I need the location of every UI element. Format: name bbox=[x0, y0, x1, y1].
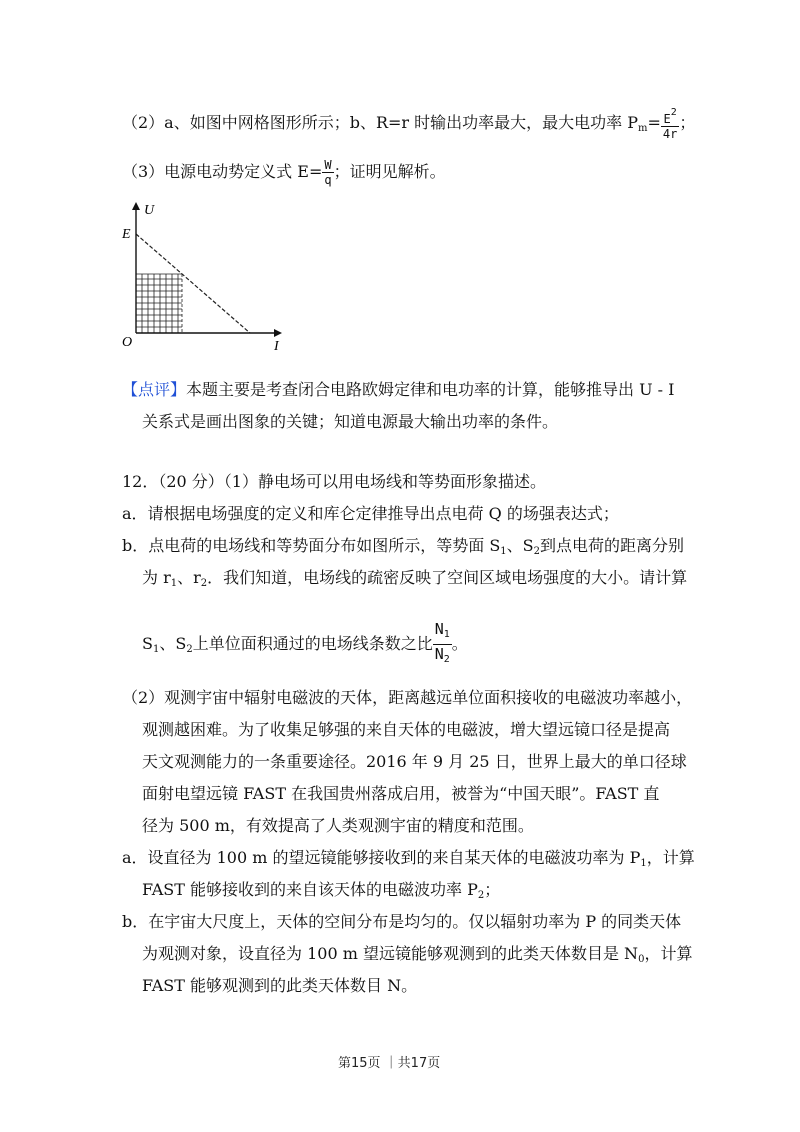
subscript: 1 bbox=[170, 578, 178, 589]
subscript: 2 bbox=[533, 546, 541, 557]
q12-part2-a-line1 bbox=[122, 848, 695, 874]
comment-text-2: 关系式是画出图象的关键；知道电源最大输出功率的条件。 bbox=[142, 412, 559, 431]
subscript: 1 bbox=[443, 629, 450, 640]
emf-denominator: q bbox=[324, 173, 332, 187]
subscript: 2 bbox=[443, 654, 450, 665]
q12-part2-line3: 天文观测能力的一条重要途径。2016 年 9 月 25 日，世界上最大的单口径球 bbox=[142, 752, 687, 771]
answer-part2 bbox=[122, 106, 695, 141]
q12-part1-a: a．请根据电场强度的定义和库仑定律推导出点电荷 Q 的场强表达式； bbox=[122, 504, 619, 523]
text-segment: 为观测对象，设直径为 100 m 望远镜能够观测到的此类天体数目是 N bbox=[142, 944, 639, 963]
emf-numerator: W bbox=[324, 158, 332, 172]
i-axis-arrow bbox=[274, 329, 282, 337]
q12-part2-line2: 观测越困难。为了收集足够强的来自天体的电磁波，增大望远镜口径是提高 bbox=[142, 720, 671, 739]
answer-part2-prefix: （2）a、如图中网格图形所示；b、R=r 时输出功率最大，最大电功率 P bbox=[122, 113, 639, 132]
text-segment: ，计算 bbox=[644, 944, 693, 963]
q12-part2-b-line1: b．在宇宙大尺度上，天体的空间分布是均匀的。仅以辐射功率为 P 的同类天体 bbox=[122, 912, 682, 931]
u-axis-arrow bbox=[132, 202, 140, 210]
subscript: 2 bbox=[200, 578, 208, 589]
text-segment: 、S bbox=[506, 536, 534, 555]
label-i: I bbox=[274, 339, 279, 354]
max-power-fraction bbox=[661, 106, 679, 141]
comment-tag: 【点评】 bbox=[122, 380, 187, 399]
max-power-denominator: 4r bbox=[662, 127, 678, 141]
answer-part3 bbox=[122, 158, 446, 187]
grid-region bbox=[136, 274, 182, 333]
subscript: 1 bbox=[640, 858, 647, 869]
text-segment: 为 r bbox=[142, 568, 171, 587]
max-power-exponent: 2 bbox=[670, 107, 677, 118]
text-segment: FAST 能够接收到的来自该天体的电磁波功率 P bbox=[142, 880, 478, 899]
text-segment: ； bbox=[484, 880, 501, 899]
field-line-ratio-fraction bbox=[433, 620, 452, 669]
subscript: 1 bbox=[500, 546, 507, 557]
text-segment: 、S bbox=[159, 634, 187, 653]
subscript: 2 bbox=[477, 890, 485, 901]
text-segment: a．设直径为 100 m 的望远镜能够接收到的来自某天体的电磁波功率为 P bbox=[122, 848, 641, 867]
text-segment: 、r bbox=[177, 568, 201, 587]
text-segment: ．我们知道，电场线的疏密反映了空间区域电场强度的大小。请计算 bbox=[207, 568, 688, 587]
answer-part2-sub: m bbox=[638, 123, 648, 134]
answer-part3-suffix: ；证明见解析。 bbox=[333, 162, 446, 181]
q12-part1-b-line1 bbox=[122, 536, 684, 562]
q12-part1-b-line3 bbox=[142, 620, 468, 669]
q12-part2-line1: （2）观测宇宙中辐射电磁波的天体，距离越远单位面积接收的电磁波功率越小， bbox=[122, 688, 693, 707]
comment-text-1: 本题主要是考查闭合电路欧姆定律和电功率的计算，能够推导出 U - I bbox=[186, 380, 675, 399]
comment-line-1 bbox=[122, 380, 675, 400]
subscript: 2 bbox=[186, 644, 193, 655]
ratio-denominator: N bbox=[434, 645, 444, 663]
u-i-graph bbox=[118, 196, 298, 356]
q12-part2-b-line2 bbox=[142, 944, 692, 970]
q12-part1-b-line2 bbox=[142, 568, 687, 594]
q12-part2-line4: 面射电望远镜 FAST 在我国贵州落成启用，被誉为“中国天眼”。FAST 直 bbox=[142, 784, 660, 803]
max-power-numerator: E bbox=[663, 112, 671, 126]
q12-heading: 12．（20 分）（1）静电场可以用电场线和等势面形象描述。 bbox=[122, 472, 546, 491]
u-i-line bbox=[136, 234, 250, 333]
text-segment: ，计算 bbox=[646, 848, 695, 867]
ratio-numerator: N bbox=[434, 620, 444, 638]
text-segment: S bbox=[142, 634, 153, 653]
subscript: 1 bbox=[152, 644, 160, 655]
q12-part2-b-line3: FAST 能够观测到的此类天体数目 N。 bbox=[142, 976, 418, 995]
label-o: O bbox=[122, 335, 133, 350]
text-segment: b．点电荷的电场线和等势面分布如图所示，等势面 S bbox=[122, 536, 501, 555]
answer-part3-prefix: （3）电源电动势定义式 E= bbox=[122, 162, 323, 181]
q12-part2-a-line2 bbox=[142, 880, 500, 906]
q12-part2-line5: 径为 500 m，有效提高了人类观测宇宙的精度和范围。 bbox=[142, 816, 534, 835]
answer-part2-eq: = bbox=[647, 113, 661, 132]
comment-line-2 bbox=[142, 412, 558, 432]
page-footer: 第15页 ｜共17页 bbox=[338, 1056, 441, 1071]
subscript: 0 bbox=[638, 954, 645, 965]
text-segment: 上单位面积通过的电场线条数之比 bbox=[192, 634, 433, 653]
label-u: U bbox=[144, 203, 155, 218]
label-e: E bbox=[122, 227, 131, 242]
emf-fraction bbox=[322, 158, 333, 187]
text-segment: 。 bbox=[451, 634, 468, 653]
text-segment: 到点电荷的距离分别 bbox=[540, 536, 685, 555]
answer-part2-suffix: ； bbox=[679, 113, 696, 132]
